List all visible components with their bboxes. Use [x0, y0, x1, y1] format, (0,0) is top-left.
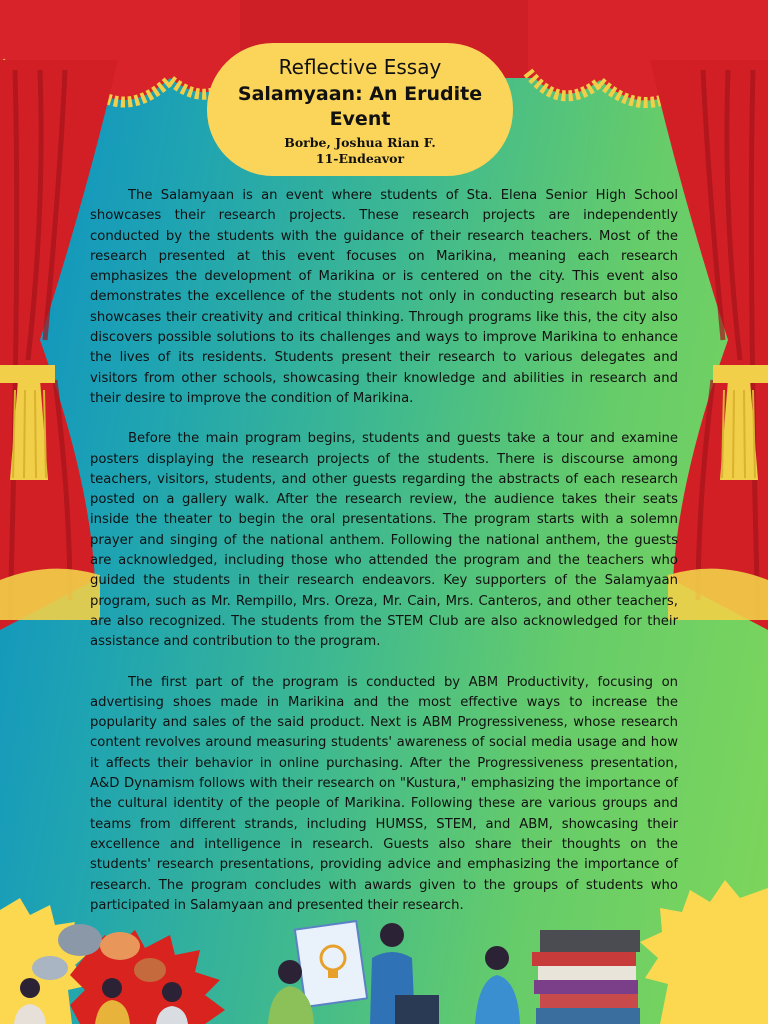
essay-kicker: Reflective Essay [278, 55, 442, 79]
bottom-illustration [0, 880, 768, 1024]
author-section: 11-Endeavor [315, 151, 405, 166]
essay-title: Salamyaan: An Erudite Event [237, 83, 483, 130]
lightbulb-poster-icon [295, 921, 367, 1007]
person-head [278, 960, 302, 984]
author-name: Borbe, Joshua Rian F. [284, 135, 436, 150]
laptop-icon [395, 995, 439, 1024]
essay-paragraph-2: Before the main program begins, students and guests take a tour and examine posters displaying the research projects of the students. There is discourse among teachers, visitors, students, and other guests regarding the abstracts of each research posted on a gallery walk. After the research review, the audience takes their seats inside the theater to begin the oral presentations. The program starts with a solemn prayer and singing of the national anthem. Following the national anthem, the guests are acknowledged, including those who attended the program and the teachers who guided the students in their research endeavors. Key supporters of the Salamyaan program, such as Mr. Rempillo, Mrs. Oreza, Mr. Cain, Mrs. Canteros, and other teachers, are also recognized. The students from the STEM Club are also acknowledged for their assistance and contribution to the program. [90, 431, 678, 650]
title-badge [207, 43, 513, 176]
speech-bubble-icon [58, 924, 102, 956]
book-stack-icon [532, 930, 640, 1024]
essay-paragraph-1: The Salamyaan is an event where students of Sta. Elena Senior High School showcases their research projects. These research projects are independently conducted by the students with the guidance of their research teachers. Most of the research presented at this event focuses on Marikina, meaning each research emphasizes the development of Marikina or is centered on the city. This event also demonstrates the excellence of the students not only in conducting research but also showcases their creativity and critical thinking. Through programs like this, the city also discovers possible solutions to its challenges and ways to improve Marikina to enhance the lives of its residents. Students present their research to various delegates and visitors from other schools, showcasing their knowledge and abilities in research and their desire to improve the condition of Marikina. [90, 188, 678, 406]
right-yellow-burst [640, 880, 768, 1024]
essay-paragraph-3: The first part of the program is conducted by ABM Productivity, focusing on advertising shoes made in Marikina and the most effective ways to increase the popularity and sales of the said product. Next is ABM Progressiveness, whose research content revolves around measuring students' awareness of social media usage and how it affects their behavior in online purchasing. After the Progressiveness presentation, A&D Dynamism follows with their research on "Kustura," emphasizing the importance of the cultural identity of the people of Marikina. Following these are various groups and teams from different strands, including HUMSS, STEM, and ABM, showcasing their excellence and intelligence in research. Guests also share their thoughts on the students' research presentations, providing advice and emphasizing the importance of research. The program concludes with awards given to the groups of students who participated in Salamyaan and presented their research. [90, 674, 678, 913]
essay-body [90, 186, 678, 936]
